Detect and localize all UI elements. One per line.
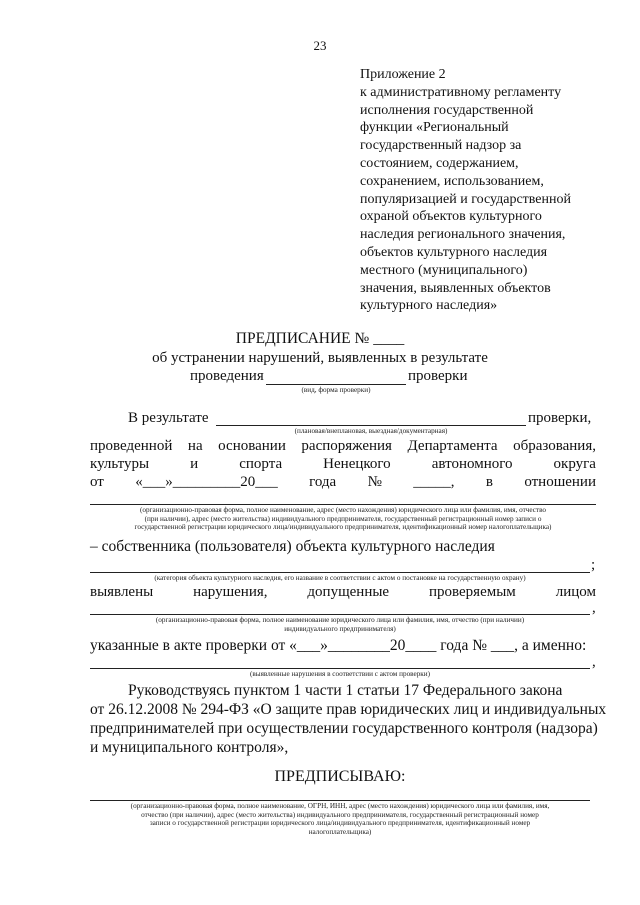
document-subtitle: об устранении нарушений, выявленных в результате	[152, 350, 488, 366]
appendix-line: функции «Региональный	[360, 120, 509, 136]
appendix-line: местного (муниципального)	[360, 262, 528, 278]
basis-word: Департамента	[407, 438, 498, 454]
violations-hint: (выявленные нарушения в соответствии с актом проверки)	[249, 670, 431, 678]
violator-blank	[90, 614, 590, 615]
appendix-line: популяризацией и государственной	[360, 191, 571, 207]
violations-found-line	[90, 584, 596, 601]
appendix-line: объектов культурного наследия	[360, 244, 548, 260]
violations-word: проверяемым	[429, 584, 516, 600]
result-suffix: проверки,	[528, 410, 592, 426]
subject-hint-line: (при наличии), адрес (место жительства) индивидуального предпринимателя, государственный регистрационный номер записи о	[144, 514, 542, 523]
law-text-line: Руководствуясь пунктом 1 части 1 статьи 17 Федерального закона	[128, 682, 563, 699]
subject-hint-line: государственной регистрации юридического лица/индивидуального предпринимателя, идентификационный номер налогоплательщика)	[134, 523, 552, 532]
recipient-hint-line: налогоплательщика)	[308, 827, 372, 836]
appendix-line: к административному регламенту	[360, 84, 562, 100]
order-date-field: «___»_________20___	[135, 474, 278, 490]
order-number-field: _____,	[413, 474, 455, 490]
law-text-line: и муниципального контроля»,	[90, 739, 289, 756]
appendix-line: культурного наследия»	[360, 298, 498, 314]
department-word: культуры	[90, 456, 150, 472]
appendix-line: наследия регионального значения,	[360, 227, 566, 243]
basis-word: на	[187, 438, 203, 454]
document-heading: ПРЕДПИСАНИЕ № ____	[235, 330, 405, 347]
subject-hint-line: (организационно-правовая форма, полное наименование, адрес (место нахождения) юридического лица или фамилия, имя, отчество	[139, 506, 547, 514]
act-reference-line: указанные в акте проверки от «___»________20____ года № ___, а именно:	[90, 637, 587, 654]
appendix-line: исполнения государственной	[360, 102, 534, 118]
department-word: округа	[553, 456, 596, 472]
department-line	[90, 456, 596, 473]
appendix-line: состоянием, содержанием,	[360, 155, 519, 171]
violations-word: нарушения,	[193, 584, 268, 600]
order-word: №	[367, 474, 382, 490]
violator-hint-line: индивидуального предпринимателя)	[284, 624, 396, 633]
result-label: В результате	[128, 410, 209, 426]
violations-word: выявлены	[90, 584, 154, 600]
appendix-line: государственный надзор за	[360, 138, 522, 154]
result-hint: (плановая/внеплановая, выездная/документарная)	[294, 427, 448, 435]
department-word: Ненецкого	[323, 456, 391, 472]
prescribe-heading: ПРЕДПИСЫВАЮ:	[274, 768, 406, 785]
violator-comma: ,	[592, 600, 596, 616]
category-hint: (категория объекта культурного наследия, его название в соответствии с актом о постановке на государственную охрану)	[154, 574, 526, 582]
page-number: 23	[313, 38, 327, 53]
department-word: автономного	[431, 456, 513, 472]
basis-word: основании	[218, 438, 286, 454]
violations-word: допущенные	[307, 584, 390, 600]
department-word: спорта	[239, 456, 283, 472]
recipient-blank	[90, 800, 590, 801]
order-date-line	[90, 474, 596, 491]
violator-hint-line: (организационно-правовая форма, полное наименование юридического лица или фамилия, имя, отчество (при наличии)	[155, 616, 525, 624]
violations-blank	[90, 668, 590, 669]
check-type-label: проведения	[190, 368, 264, 384]
law-text-line: предпринимателей при осуществлении государственного контроля (надзора)	[90, 720, 598, 737]
recipient-hint-line: записи о государственной регистрации юридического лица/индивидуального предпринимателя, идентификационный номер	[149, 819, 531, 828]
category-blank	[90, 572, 590, 573]
owner-line: – собственника (пользователя) объекта культурного наследия	[90, 538, 495, 555]
basis-word: образования,	[513, 438, 596, 454]
appendix-line: сохранением, использованием,	[360, 173, 544, 189]
violations-comma: ,	[592, 654, 596, 670]
result-blank	[216, 425, 526, 426]
basis-word: проведенной	[90, 438, 173, 454]
check-type-suffix: проверки	[408, 368, 468, 384]
recipient-hint-line: (организационно-правовая форма, полное наименование, ОГРН, ИНН, адрес (место нахождения) юридического лица или фамилия, имя,	[130, 802, 550, 810]
basis-line	[90, 438, 596, 455]
category-semicolon: ;	[591, 557, 596, 573]
recipient-hint	[80, 802, 600, 836]
order-word: отношении	[524, 474, 596, 490]
department-word: и	[190, 456, 199, 472]
order-word: от	[90, 474, 104, 490]
check-type-blank	[266, 384, 406, 385]
appendix-line: охраной объектов культурного	[360, 209, 542, 225]
violator-hint	[90, 616, 590, 633]
violations-word: лицом	[555, 584, 596, 600]
appendix-block	[360, 66, 600, 315]
appendix-line: значения, выявленных объектов	[360, 280, 551, 296]
check-type-hint: (вид, форма проверки)	[301, 386, 371, 394]
subject-hint	[80, 506, 606, 532]
law-text-line: от 26.12.2008 № 294-ФЗ «О защите прав юридических лиц и индивидуальных	[90, 701, 607, 718]
order-word: года	[309, 474, 337, 490]
appendix-line: Приложение 2	[360, 67, 446, 82]
subject-blank	[90, 504, 596, 505]
order-word: в	[485, 474, 493, 490]
basis-word: распоряжения	[301, 438, 392, 454]
recipient-hint-line: отчество (при наличии), адрес (место жительства) индивидуального предпринимателя, государственный регистрационный номер	[141, 810, 539, 819]
